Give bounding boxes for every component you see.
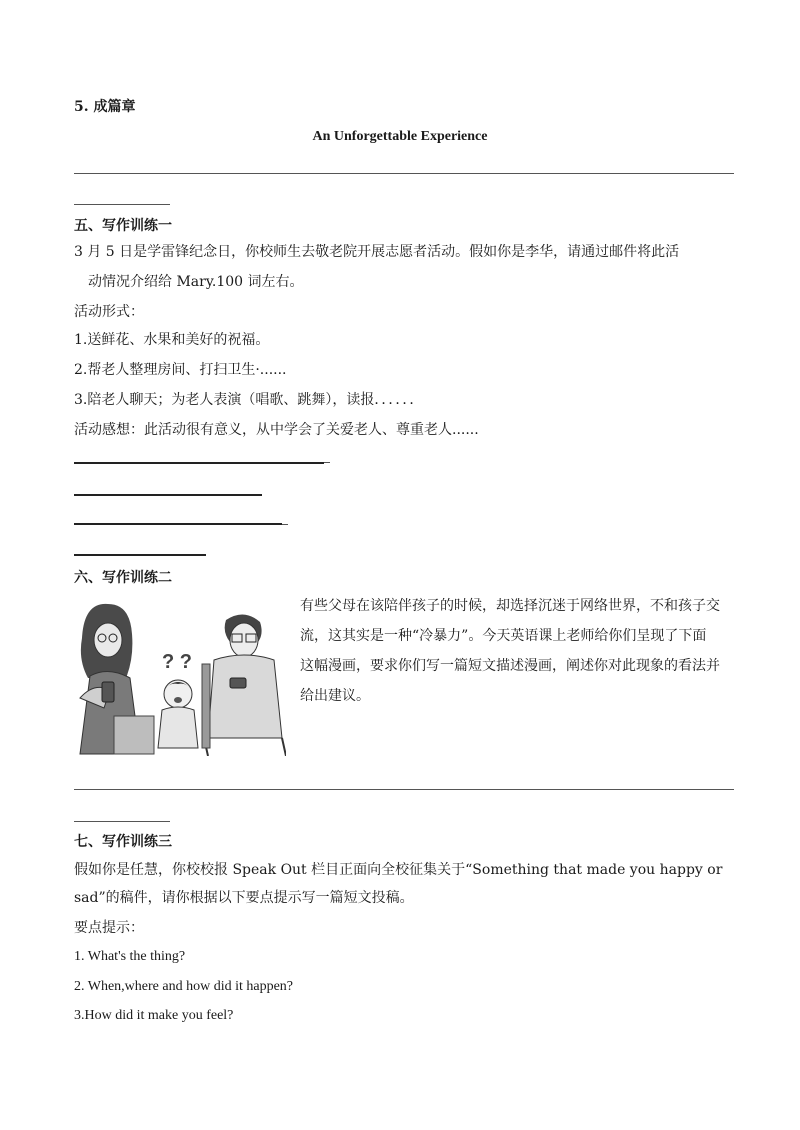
essay-title: An Unforgettable Experience [312,129,488,144]
answer-line-tail [324,462,330,463]
section-5-heading: 5. 成篇章 [74,99,136,115]
section-six-heading: 六、写作训练二 [74,570,172,586]
answer-line [74,173,734,174]
prompt-text: 动情况介绍给 Mary.100 词左右。 [88,274,304,290]
section-five-heading: 五、写作训练一 [74,218,172,234]
answer-line [74,494,262,496]
section-seven-heading: 七、写作训练三 [74,834,172,850]
answer-line-tail [282,524,288,525]
hints-label: 要点提示： [74,920,144,936]
prompt-text: sad”的稿件，请你根据以下要点提示写一篇短文投稿。 [74,890,414,906]
answer-line-short [74,204,170,205]
question-marks: ? ? [162,651,192,673]
prompt-text: 这幅漫画，要求你们写一篇短文描述漫画，阐述你对此现象的看法并 [300,658,720,674]
prompt-text: 3 月 5 日是学雷锋纪念日，你校师生去敬老院开展志愿者活动。假如你是李华，请通过邮件将此活 [74,244,680,260]
list-item: 3.How did it make you feel? [74,1008,234,1023]
list-item: 2. When,where and how did it happen? [74,979,294,994]
prompt-text: 流，这其实是一种“冷暴力”。今天英语课上老师给你们呈现了下面 [300,628,707,644]
answer-line [74,462,324,464]
prompt-text: 给出建议。 [300,688,370,704]
cartoon-prompt [300,591,740,711]
prompt-text: 有些父母在该陪伴孩子的时候，却选择沉迷于网络世界，不和孩子交 [300,598,720,614]
list-item: 1.送鲜花、水果和美好的祝福。 [74,332,270,348]
family-cartoon-image [74,598,286,756]
answer-line [74,523,282,525]
answer-line [74,554,206,556]
list-item: 2.帮老人整理房间、打扫卫生·...... [74,362,287,378]
list-item: 3.陪老人聊天；为老人表演（唱歌、跳舞），读报．．．．．． [74,392,424,408]
list-item: 1. What's the thing? [74,949,186,964]
activity-feeling: 活动感想：此活动很有意义，从中学会了关爱老人、尊重老人...... [74,422,479,438]
prompt-text: 假如你是任慧，你校校报 Speak Out 栏目正面向全校征集关于“Something that made you happy or [74,862,723,878]
answer-line-short [74,821,170,822]
activity-form-label: 活动形式： [74,304,144,320]
answer-line [74,789,734,790]
